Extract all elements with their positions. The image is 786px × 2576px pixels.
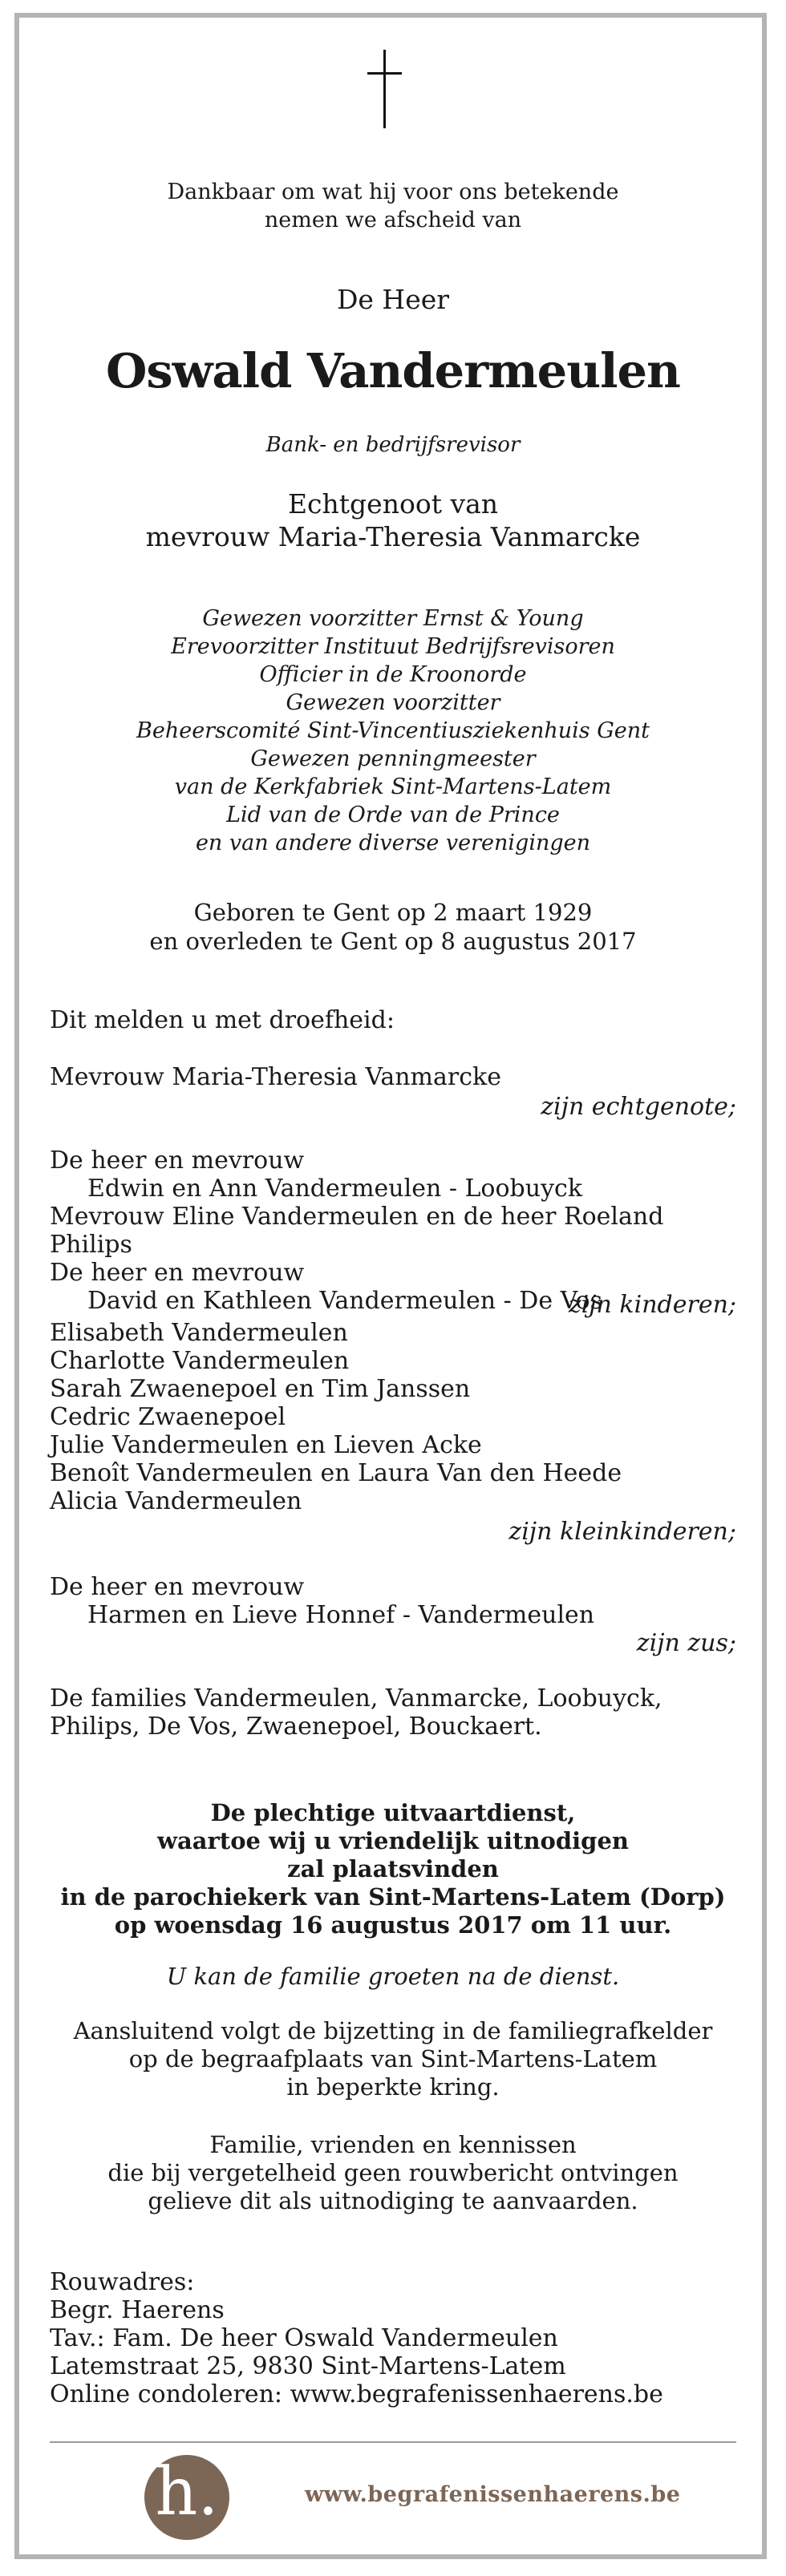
website-link[interactable]: www.begrafenissenhaerens.be — [305, 2482, 681, 2507]
list-item: David en Kathleen Vandermeulen - De Vos — [87, 1287, 602, 1315]
title-line: Lid van de Orde van de Prince — [226, 803, 560, 827]
death-line: en overleden te Gent op 8 augustus 2017 — [149, 928, 637, 955]
address-line: Begr. Haerens — [50, 2296, 225, 2324]
service-line: op woensdag 16 augustus 2017 om 11 uur. — [114, 1911, 672, 1939]
deceased-name: Oswald Vandermeulen — [106, 343, 680, 398]
logo-letter: h. — [155, 2454, 219, 2530]
title-line: en van andere diverse verenigingen — [195, 831, 591, 855]
address-line: Rouwadres: — [50, 2268, 195, 2296]
burial-line: in beperkte kring. — [286, 2073, 500, 2101]
spouse-name: Mevrouw Maria-Theresia Vanmarcke — [50, 1063, 501, 1091]
children-role: zijn kinderen; — [568, 1291, 736, 1319]
honorific: De Heer — [336, 284, 450, 315]
cross-icon — [383, 50, 386, 130]
title-line: Gewezen voorzitter — [286, 690, 500, 715]
address-line: Latemstraat 25, 9830 Sint-Martens-Latem — [50, 2352, 566, 2380]
spouse-line: Echtgenoot van — [287, 488, 499, 520]
title-line: van de Kerkfabriek Sint-Martens-Latem — [174, 774, 612, 799]
list-item: Charlotte Vandermeulen — [50, 1347, 350, 1375]
service-info — [0, 1799, 786, 1939]
title-line: Erevoorzitter Instituut Bedrijfsrevisoren — [171, 634, 615, 659]
burial-line: Aansluitend volgt de bijzetting in de familiegrafkelder — [73, 2017, 713, 2044]
list-item: Edwin en Ann Vandermeulen - Loobuyck — [87, 1175, 583, 1203]
burial-info — [0, 2017, 786, 2101]
spouse-line: mevrouw Maria-Theresia Vanmarcke — [145, 521, 641, 552]
footer-divider — [50, 2441, 736, 2443]
title-line: Gewezen penningmeester — [250, 746, 536, 771]
list-item: De heer en mevrouw — [50, 1573, 305, 1601]
grandchildren-role: zijn kleinkinderen; — [508, 1518, 736, 1546]
profession: Bank- en bedrijfsrevisor — [265, 433, 521, 457]
grandchildren-list — [50, 1319, 739, 1515]
service-line: zal plaatsvinden — [287, 1855, 499, 1882]
list-item: Philips, De Vos, Zwaenepoel, Bouckaert. — [50, 1713, 542, 1741]
title-line: Officier in de Kroonorde — [259, 662, 527, 687]
address-line: Tav.: Fam. De heer Oswald Vandermeulen — [50, 2324, 558, 2352]
list-item: Mevrouw Eline Vandermeulen en de heer Roeland Philips — [50, 1203, 664, 1259]
spouse-role: zijn echtgenote; — [541, 1093, 736, 1121]
notice-line: gelieve dit als uitnodiging te aanvaarden. — [148, 2187, 638, 2214]
intro-line: Dankbaar om wat hij voor ons betekende — [167, 180, 619, 204]
list-item: De families Vandermeulen, Vanmarcke, Loobuyck, — [50, 1684, 662, 1713]
service-line: waartoe wij u vriendelijk uitnodigen — [156, 1827, 629, 1854]
title-line: Beheerscomité Sint-Vincentiusziekenhuis Gent — [136, 718, 650, 743]
list-item: Elisabeth Vandermeulen — [50, 1319, 348, 1347]
burial-line: op de begraafplaats van Sint-Martens-Latem — [128, 2045, 658, 2073]
list-item: De heer en mevrouw — [50, 1146, 305, 1175]
birth-line: Geboren te Gent op 2 maart 1929 — [193, 899, 593, 926]
intro-text — [0, 178, 786, 234]
announcement: Dit melden u met droefheid: — [50, 1006, 395, 1034]
notice-line: die bij vergetelheid geen rouwbericht ontvingen — [107, 2159, 679, 2186]
notice-line: Familie, vrienden en kennissen — [209, 2131, 577, 2158]
list-item: Harmen en Lieve Honnef - Vandermeulen — [87, 1601, 595, 1629]
sister-role: zijn zus; — [636, 1629, 736, 1657]
greeting-note: U kan de familie groeten na de dienst. — [166, 1963, 620, 1990]
list-item: De heer en mevrouw — [50, 1259, 305, 1287]
list-item: Julie Vandermeulen en Lieven Acke — [50, 1431, 482, 1459]
list-item: Benoît Vandermeulen en Laura Van den Heede — [50, 1459, 622, 1487]
service-line: De plechtige uitvaartdienst, — [210, 1799, 576, 1826]
title-line: Gewezen voorzitter Ernst & Young — [202, 606, 584, 631]
titles-list — [0, 605, 786, 857]
address-line: Online condoleren: www.begrafenissenhaerens.be — [50, 2380, 663, 2408]
families-block — [50, 1684, 739, 1741]
spouse-block — [0, 487, 786, 553]
life-dates — [0, 898, 786, 956]
list-item: Alicia Vandermeulen — [50, 1487, 302, 1515]
invitation-notice — [0, 2131, 786, 2215]
service-line: in de parochiekerk van Sint-Martens-Latem (Dorp) — [60, 1883, 726, 1911]
children-list — [50, 1146, 739, 1315]
mourning-address — [50, 2268, 739, 2408]
list-item: Cedric Zwaenepoel — [50, 1403, 286, 1431]
list-item: Sarah Zwaenepoel en Tim Janssen — [50, 1375, 471, 1403]
sister-block — [50, 1573, 739, 1629]
intro-line: nemen we afscheid van — [264, 208, 522, 233]
funeral-home-logo — [144, 2455, 229, 2540]
